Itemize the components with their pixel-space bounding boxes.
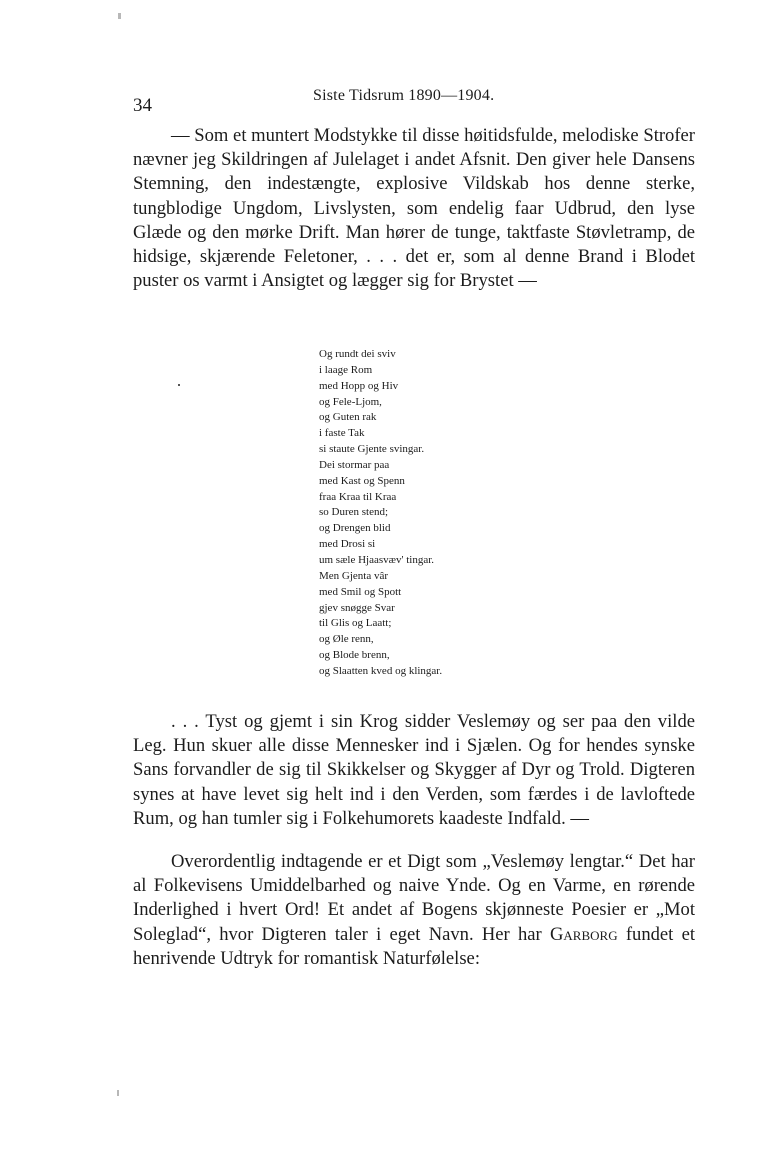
poem-line: og Guten rak — [319, 411, 377, 424]
paragraph-text-before: Overordentlig indtagende er et Digt som „Veslemøy lengtar.“ Det har al Folkevisens Umiddelbarhed og naive Ynde. Og en Varme, en rørende Inderlighed i hvert Ord! Et andet af Bogens skjønneste Poesier er „Mot Soleglad“, hvor Digteren taler i eget Navn. Her har — [133, 851, 695, 945]
scan-speck — [118, 13, 121, 19]
scan-speck — [178, 384, 180, 386]
poem-line: med Drosi si — [319, 538, 376, 551]
poem-line: og Blode brenn, — [319, 649, 390, 662]
paragraph-text: . . . Tyst og gjemt i sin Krog sidder Veslemøy og ser paa den vilde Leg. Hun skuer alle disse Mennesker ind i Sjælen. Og for hendes synske Sans forvandler de sig til Skikkelser og Skygger af Dyr og Trold. Digteren synes at have levet sig helt ind i den Verden, som færdes i de lavloftede Rum, og han tumler sig i Folkehumorets kaadeste Indfald. — — [133, 711, 695, 829]
scan-speck — [117, 1090, 119, 1096]
running-title: Siste Tidsrum 1890—1904. — [313, 87, 495, 104]
poem-line: og Fele-Ljom, — [319, 395, 382, 408]
paragraph — [133, 850, 695, 971]
poem-line: og Øle renn, — [319, 633, 374, 646]
paragraph-text — [133, 850, 695, 971]
paragraph — [133, 710, 695, 831]
poem-line: um sæle Hjaasvæv' tingar. — [319, 553, 435, 566]
poem-line: med Hopp og Hiv — [319, 379, 399, 392]
poem-line: i laage Rom — [319, 363, 373, 376]
paragraph-text: — Som et muntert Modstykke til disse høitidsfulde, melodiske Strofer nævner jeg Skildringen af Julelaget i andet Afsnit. Den giver hele Dansens Stemning, den indestængte, explosive Vildskab hos denne sterke, tungblodige Ungdom, Livslysten, som endelig faar Udbrud, den lyse Glæde og den mørke Drift. Man hører de tunge, taktfaste Støvletramp, de hidsige, skjærende Feletoner, . . . det er, som al denne Brand i Blodet puster os varmt i Ansigtet og lægger sig for Brystet — — [133, 125, 695, 292]
author-name: Garborg — [549, 923, 618, 945]
poem — [319, 347, 442, 680]
poem-line: med Kast og Spenn — [319, 474, 405, 487]
poem-line: og Slaatten kved og klingar. — [319, 664, 443, 677]
poem-line: Dei stormar paa — [319, 458, 390, 471]
paragraph-text-after: fundet et henrivende Udtryk for romantisk Naturfølelse: — [133, 923, 696, 969]
poem-line: Og rundt dei sviv — [319, 348, 396, 360]
poem-line: i faste Tak — [319, 427, 365, 440]
poem-line: og Drengen blid — [319, 522, 391, 535]
paragraph — [133, 124, 695, 293]
page-number: 34 — [133, 95, 152, 116]
poem-line: si staute Gjente svingar. — [319, 443, 425, 456]
poem-line: med Smil og Spott — [319, 585, 402, 598]
poem-line: so Duren stend; — [319, 506, 389, 519]
poem-line: gjev snøgge Svar — [319, 601, 395, 614]
poem-line: Men Gjenta vâr — [319, 569, 389, 582]
poem-line: fraa Kraa til Kraa — [319, 490, 397, 503]
poem-line: til Glis og Laatt; — [319, 617, 392, 630]
